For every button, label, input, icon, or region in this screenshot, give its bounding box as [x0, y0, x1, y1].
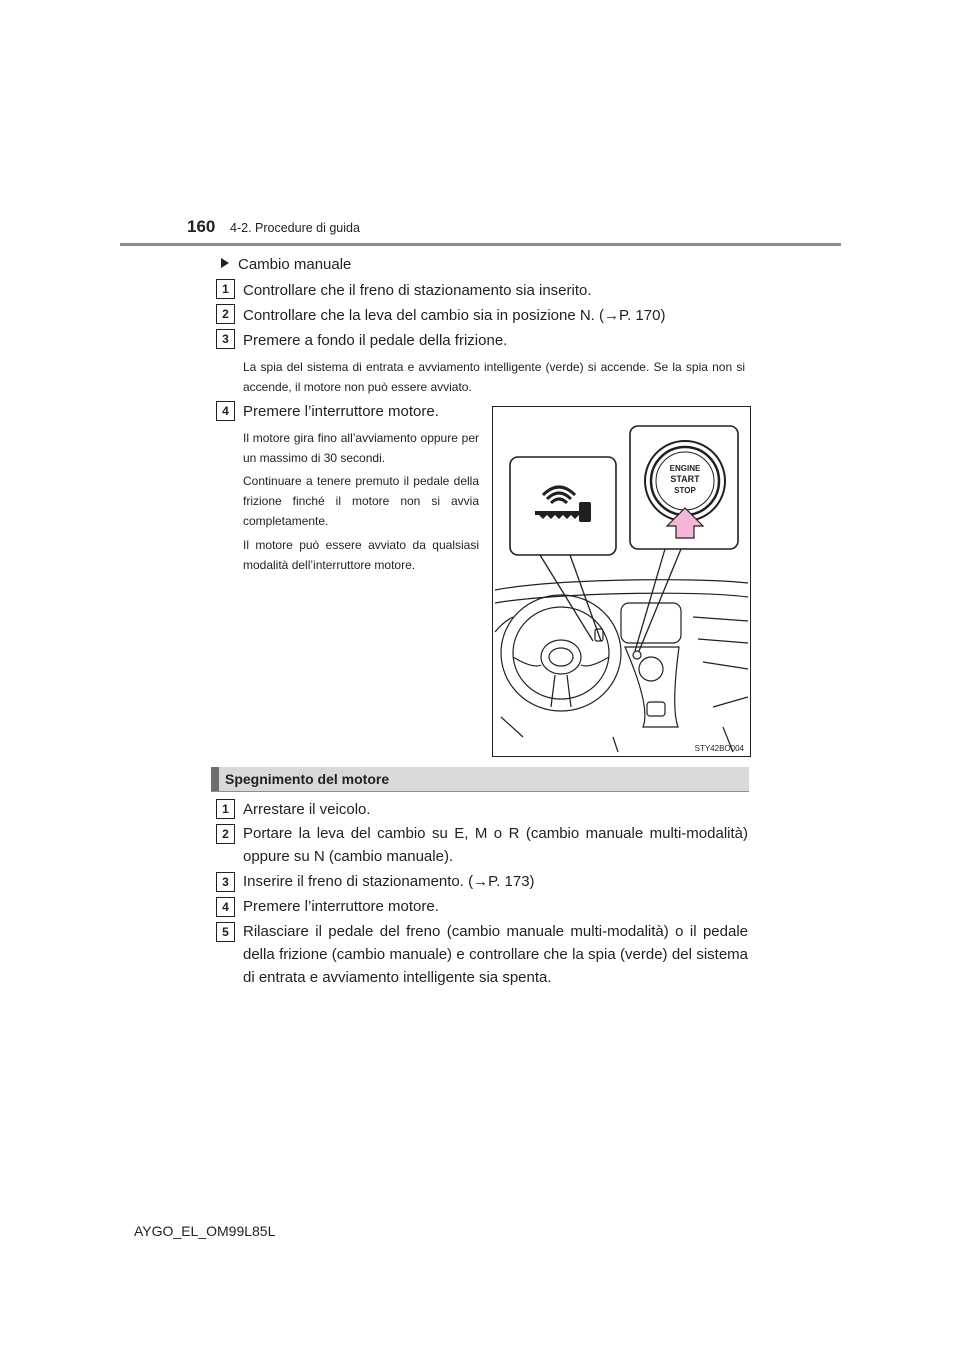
step-text: Premere l’interruttore motore.: [243, 403, 439, 420]
document-code: AYGO_EL_OM99L85L: [134, 1223, 276, 1239]
step-number-box: 4: [216, 897, 235, 917]
header-divider: [120, 243, 841, 246]
step-text: Inserire il freno di stazionamento. (→P. 173): [243, 873, 535, 890]
figure-code: STY42BO004: [694, 744, 744, 753]
step-text: Arrestare il veicolo.: [243, 801, 371, 818]
step-number-box: 1: [216, 799, 235, 819]
section-heading: Spegnimento del motore: [225, 771, 390, 787]
button-label-line: ENGINE: [669, 464, 701, 473]
section-heading-bar: [211, 767, 749, 792]
step-note: Il motore gira fino all’avviamento oppure per un massimo di 30 secondi.: [243, 431, 479, 465]
step-text: Controllare che il freno di stazionamento sia inserito.: [243, 282, 592, 299]
indicator-callout-box: [510, 457, 616, 555]
step-note: La spia del sistema di entrata e avviamento intelligente (verde) si accende. Se la spia non si accende, il motore non può essere avviato.: [243, 360, 745, 394]
heading-bar-accent: [211, 767, 219, 791]
step-text: Controllare che la leva del cambio sia in posizione N. (→P. 170): [243, 307, 666, 324]
step-number-box: 2: [216, 304, 235, 324]
step-note: Il motore può essere avviato da qualsiasi modalità dell’interruttore motore.: [243, 538, 479, 572]
step-text: Premere a fondo il pedale della frizione.: [243, 332, 508, 349]
step-number-box: 5: [216, 922, 235, 942]
subsection-title: Cambio manuale: [238, 256, 352, 273]
step-text: Portare la leva del cambio su E, M o R (cambio manuale multi-modalità) oppure su N (cambio manuale).: [243, 825, 748, 865]
step-number-box: 2: [216, 824, 235, 844]
step-note: Continuare a tenere premuto il pedale della frizione finché il motore non si avvia completamente.: [243, 474, 479, 528]
step-number-box: 3: [216, 329, 235, 349]
section-title: 4-2. Procedure di guida: [230, 221, 360, 235]
step-number-box: 3: [216, 872, 235, 892]
dashboard-drawing: [493, 407, 750, 756]
step-number-box: 1: [216, 279, 235, 299]
step-number-box: 4: [216, 401, 235, 421]
triangle-bullet-icon: [221, 258, 229, 268]
page-number: 160: [187, 217, 216, 236]
button-label-line: STOP: [674, 486, 696, 495]
dashboard-illustration: [492, 406, 751, 757]
subsection-heading: [221, 256, 351, 273]
step-text: Premere l’interruttore motore.: [243, 898, 439, 915]
step-text: Rilasciare il pedale del freno (cambio manuale multi-modalità) o il pedale della frizione (cambio manuale) e controllare che la spia (verde) del sistema di entrata e avviamento intelligente sia spenta.: [243, 923, 748, 986]
button-label-line: START: [670, 474, 700, 484]
